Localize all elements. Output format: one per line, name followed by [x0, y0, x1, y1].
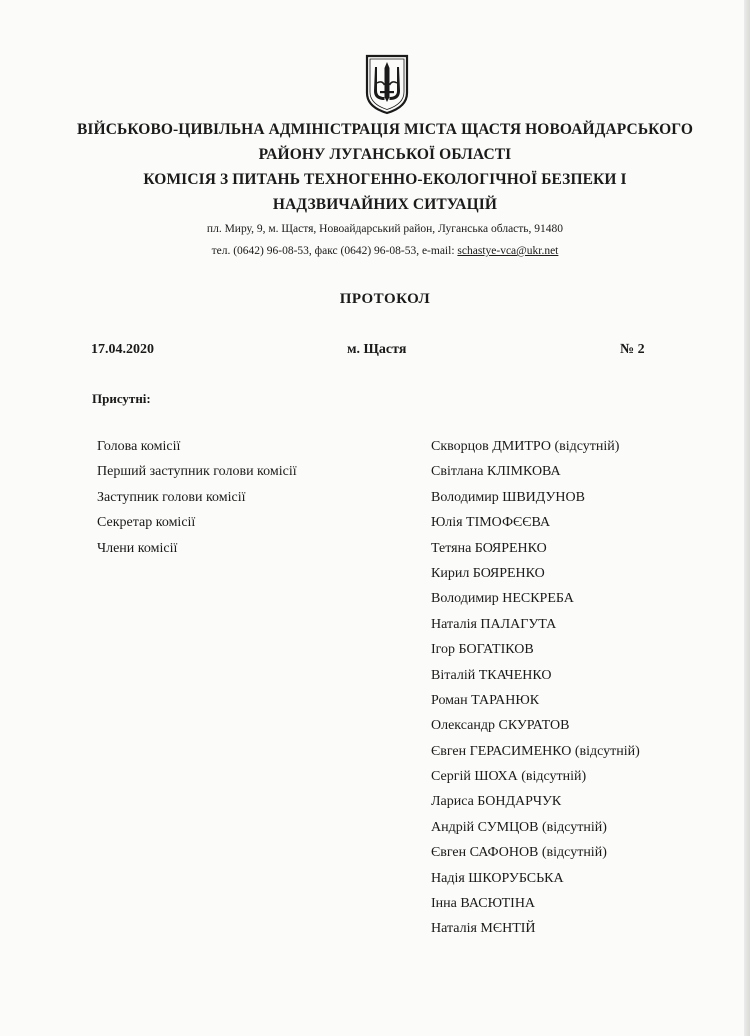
member-item: Наталія МЄНТІЙ: [431, 921, 536, 937]
member-item: Олександр СКУРАТОВ: [431, 718, 570, 734]
protocol-city: м. Щастя: [347, 342, 407, 357]
role-item: Заступник голови комісії: [97, 489, 246, 505]
member-item: Віталій ТКАЧЕНКО: [431, 667, 552, 683]
email-link[interactable]: schastye-vca@ukr.net: [457, 245, 559, 257]
role-item: Секретар комісії: [97, 515, 196, 531]
address-line: пл. Миру, 9, м. Щастя, Новоайдарський район, Луганська область, 91480: [206, 223, 564, 235]
member-item: Сергій ШОХА (відсутній): [431, 769, 587, 785]
role-item: Голова комісії: [97, 439, 181, 454]
member-item: Світлана КЛІМКОВА: [431, 464, 561, 480]
member-item: Андрій СУМЦОВ (відсутній): [431, 819, 607, 835]
member-item: Ігор БОГАТІКОВ: [431, 642, 534, 658]
member-item: Євген САФОНОВ (відсутній): [431, 845, 607, 861]
member-item: Володимир ШВИДУНОВ: [431, 489, 585, 505]
role-item: Перший заступник голови комісії: [97, 464, 297, 480]
header-line-4: НАДЗВИЧАЙНИХ СИТУАЦІЙ: [272, 196, 498, 213]
header-line-3: КОМІСІЯ З ПИТАНЬ ТЕХНОГЕННО-ЕКОЛОГІЧНОЇ БЕЗПЕКИ І: [143, 171, 627, 188]
trident-coat-of-arms-icon: [364, 53, 410, 115]
contacts-line: [60, 245, 710, 257]
roles-list: [97, 436, 297, 563]
scan-edge: [744, 0, 750, 1036]
member-item: Надія ШКОРУБСЬКА: [431, 870, 564, 886]
member-item: Кирил БОЯРЕНКО: [431, 565, 545, 581]
member-item: Євген ГЕРАСИМЕНКО (відсутній): [431, 743, 640, 759]
header-line-2: РАЙОНУ ЛУГАНСЬКОЇ ОБЛАСТІ: [258, 146, 512, 163]
contacts-text: тел. (0642) 96-08-53, факс (0642) 96-08-53, e-mail:: [211, 245, 458, 257]
member-item: Наталія ПАЛАГУТА: [431, 616, 557, 632]
member-item: Скворцов ДМИТРО (відсутній): [431, 439, 620, 454]
protocol-date: 17.04.2020: [91, 342, 154, 357]
member-item: Тетяна БОЯРЕНКО: [431, 540, 547, 556]
member-item: Інна ВАСЮТІНА: [431, 896, 536, 912]
member-item: Лариса БОНДАРЧУК: [431, 794, 562, 810]
header-line-1: ВІЙСЬКОВО-ЦИВІЛЬНА АДМІНІСТРАЦІЯ МІСТА ЩАСТЯ НОВОАЙДАРСЬКОГО: [76, 121, 694, 138]
members-list: [431, 436, 640, 944]
member-item: Володимир НЕСКРЕБА: [431, 591, 574, 607]
protocol-number: № 2: [620, 342, 645, 357]
role-item: Члени комісії: [97, 540, 178, 556]
present-label: Присутні:: [92, 391, 151, 406]
member-item: Роман ТАРАНЮК: [431, 692, 540, 708]
document-title: ПРОТОКОЛ: [339, 291, 431, 307]
member-item: Юлія ТІМОФЄЄВА: [431, 515, 551, 531]
